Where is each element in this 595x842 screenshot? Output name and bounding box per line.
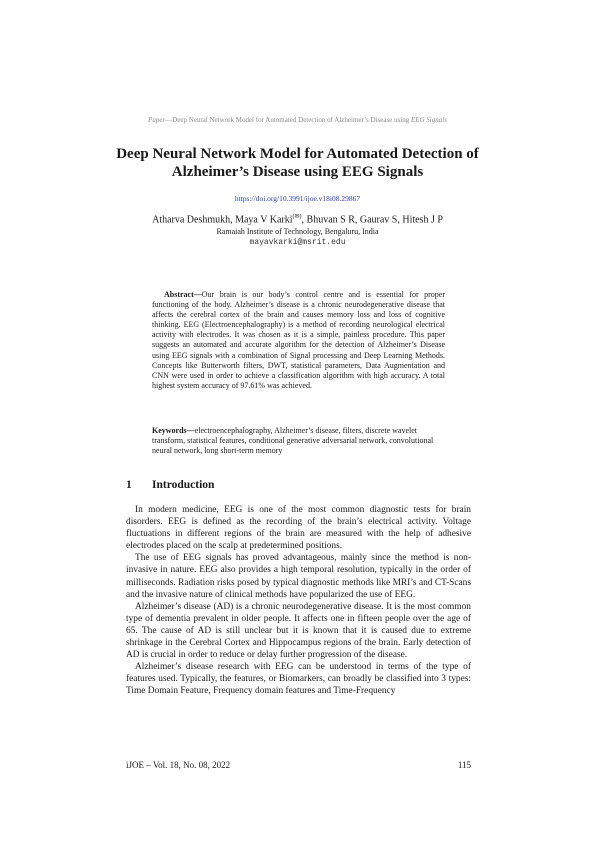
- doi-link[interactable]: https://doi.org/10.3991/ijoe.v18i08.29867: [234, 194, 361, 203]
- paragraph: In modern medicine, EEG is one of the most common diagnostic tests for brain disorders. EEG is defined as the recording of the brain’s electrical activity. Voltage fluctuations in different regions of the brain are measured with the help of adhesive electrodes placed on the scalp at predetermined positions.: [126, 505, 471, 552]
- section-heading: [126, 479, 214, 491]
- running-header: [0, 116, 595, 124]
- footer-journal: iJOE ‒ Vol. 18, No. 08, 2022: [126, 760, 231, 770]
- paragraph: Alzheimer’s disease research with EEG can be understood in terms of the type of features used. Typically, the features, or Biomarkers, can broadly be classified into 3 types: Time Domain Feature, Frequency domain features and Time-Frequency: [126, 662, 471, 697]
- keywords-text: electroencephalography, Alzheimer’s disease, filters, discrete wavelet transform, statistical features, conditional generative adversarial network, convolutional neural network, long short-term memory: [152, 426, 434, 456]
- keywords: [152, 426, 445, 456]
- section-title: Introduction: [152, 479, 215, 491]
- footer-page-number: 115: [457, 760, 471, 770]
- body-text: [126, 504, 471, 698]
- keywords-label: Keywords—: [152, 426, 195, 435]
- section-number: 1: [126, 479, 132, 491]
- abstract: [152, 290, 445, 391]
- author-email[interactable]: mayavkarki@msrit.edu: [249, 238, 346, 247]
- running-header-lead: Paper: [148, 116, 166, 124]
- running-header-text: Deep Neural Network Model for Automated Detection of Alzheimer’s Disease using: [172, 116, 411, 124]
- running-header-tail: EEG Signals: [410, 116, 447, 124]
- author-list: [0, 213, 595, 225]
- authors-after: , Bhuvan S R, Gaurav S, Hitesh J P: [301, 214, 443, 226]
- corresponding-author-mark: (✉): [292, 214, 302, 220]
- running-header-dash: —: [165, 116, 173, 124]
- abstract-label: Abstract—: [164, 290, 202, 299]
- paragraph: The use of EEG signals has proved advantageous, mainly since the method is non-invasive in nature. EEG also provides a high temporal resolution, typically in the order of milliseconds. Radiation risks posed by typical diagnostic methods like MRI’s and CT-Scans and the invasive nature of clinical methods have popularized the use of EEG.: [126, 553, 471, 600]
- paragraph: Alzheimer’s disease (AD) is a chronic neurodegenerative disease. It is the most common type of dementia prevalent in older people. It affects one in fifteen people over the age of 65. The cause of AD is still unclear but it is known that it is caused due to extreme shrinkage in the Cerebral Cortex and Hippocampus regions of the brain. Early detection of AD is crucial in order to reduce or delay further progression of the disease.: [126, 601, 471, 661]
- paper-title: Deep Neural Network Model for Automated Detection of Alzheimer’s Disease using EEG Signals: [116, 146, 479, 180]
- abstract-text: Our brain is our body’s control centre and is essential for proper functioning of the body. Alzheimer’s disease is a chronic neurodegenerative disease that affects the cerebral cortex of the brain and causes memory loss and loss of cognitive thinking. EEG (Electroencephalography) is a method of recording neurological electrical activity with electrodes. It was chosen as it is a simple, painless procedure. This paper suggests an automated and accurate algorithm for the detection of Alzheimer’s Disease using EEG signals with a combination of Signal processing and Deep Learning Methods. Concepts like Butterworth filters, DWT, statistical parameters, Data Augmentation and CNN were used in order to achieve a classification algorithm with high accuracy. A total highest system accuracy of 97.61% was achieved.: [152, 290, 445, 390]
- authors-before: Atharva Deshmukh, Maya V Karki: [152, 214, 293, 226]
- affiliation: Ramaiah Institute of Technology, Bengaluru, India: [216, 227, 379, 236]
